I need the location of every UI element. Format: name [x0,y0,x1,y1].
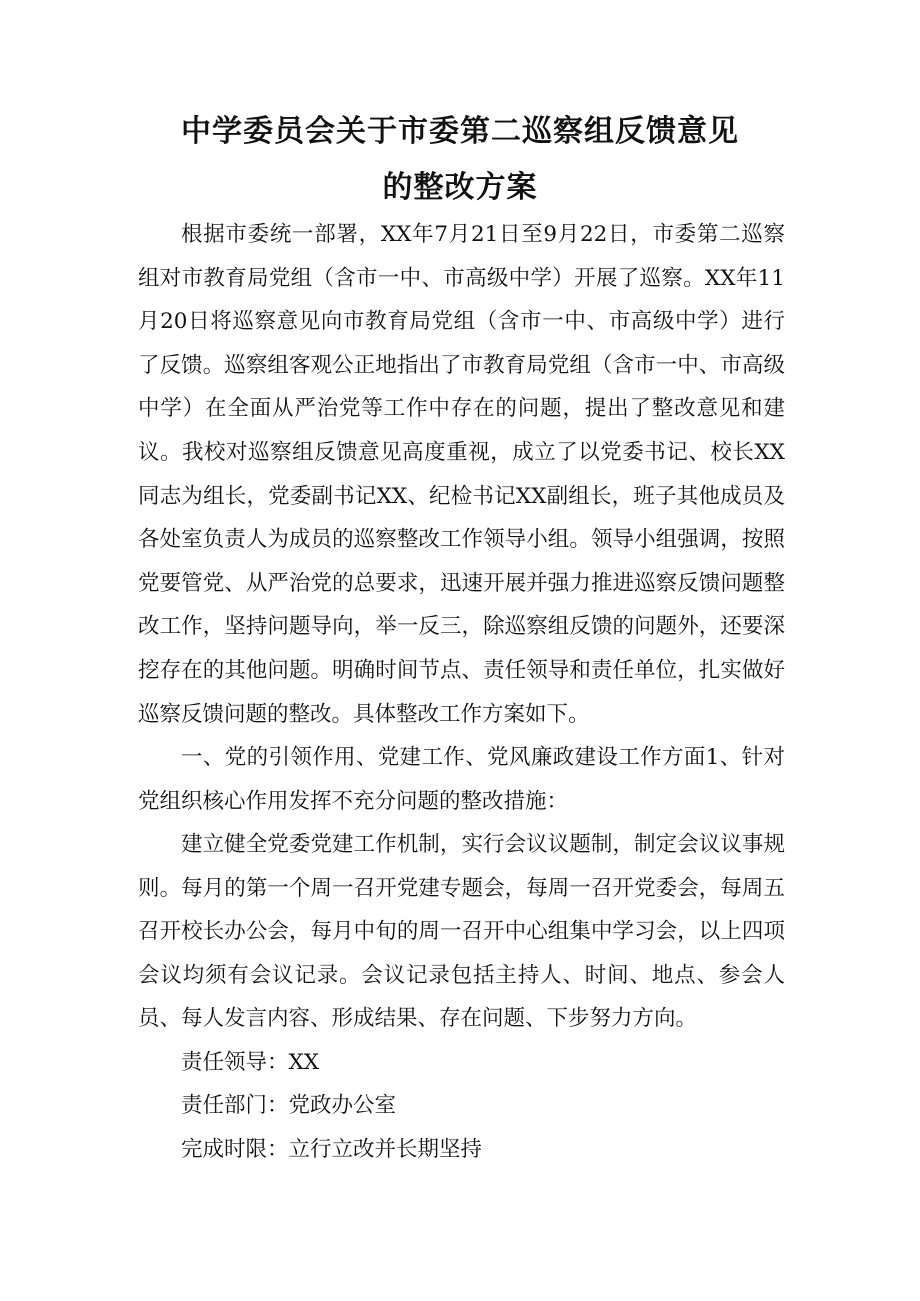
paragraph-text: 完成时限：立行立改并长期坚持 [181,1137,483,1162]
paragraph-text: 一、党的引领作用、党建工作、党风廉政建设工作方面1、针对党组织核心作用发挥不充分问题的整改措施： [138,745,785,814]
paragraph-section-heading [138,736,785,823]
paragraph-intro [138,213,785,736]
paragraph-text: 根据市委统一部署，XX年7月21日至9月22日，市委第二巡察组对市教育局党组（含市一中、市高级中学）开展了巡察。XX年11月20日将巡察意见向市教育局党组（含市一中、市高级中学）进行了反馈。巡察组客观公正地指出了市教育局党组（含市一中、市高级中学）在全面从严治党等工作中存在的问题，提出了整改意见和建议。我校对巡察组反馈意见高度重视，成立了以党委书记、校长XX同志为组长，党委副书记XX、纪检书记XX副组长，班子其他成员及各处室负责人为成员的巡察整改工作领导小组。领导小组强调，按照党要管党、从严治党的总要求，迅速开展并强力推进巡察反馈问题整改工作，坚持问题导向，举一反三，除巡察组反馈的问题外，还要深挖存在的其他问题。明确时间节点、责任领导和责任单位，扎实做好巡察反馈问题的整改。具体整改工作方案如下。 [138,222,785,727]
paragraph-deadline [138,1128,785,1172]
paragraph-text: 建立健全党委党建工作机制，实行会议议题制，制定会议议事规则。每月的第一个周一召开党建专题会，每周一召开党委会，每周五召开校长办公会，每月中旬的周一召开中心组集中学习会，以上四项会议均须有会议记录。会议记录包括主持人、时间、地点、参会人员、每人发言内容、形成结果、存在问题、下步努力方向。 [138,832,785,1032]
document-title-line-1: 中学委员会关于市委第二巡察组反馈意见 [181,114,739,149]
paragraph-text: 责任领导：XX [181,1050,320,1075]
paragraph-text: 责任部门：党政办公室 [181,1093,397,1118]
paragraph-measures [138,823,785,1041]
paragraph-responsible-leader [138,1041,785,1085]
document-title-line-2: 的整改方案 [382,170,538,205]
paragraph-responsible-department [138,1084,785,1128]
